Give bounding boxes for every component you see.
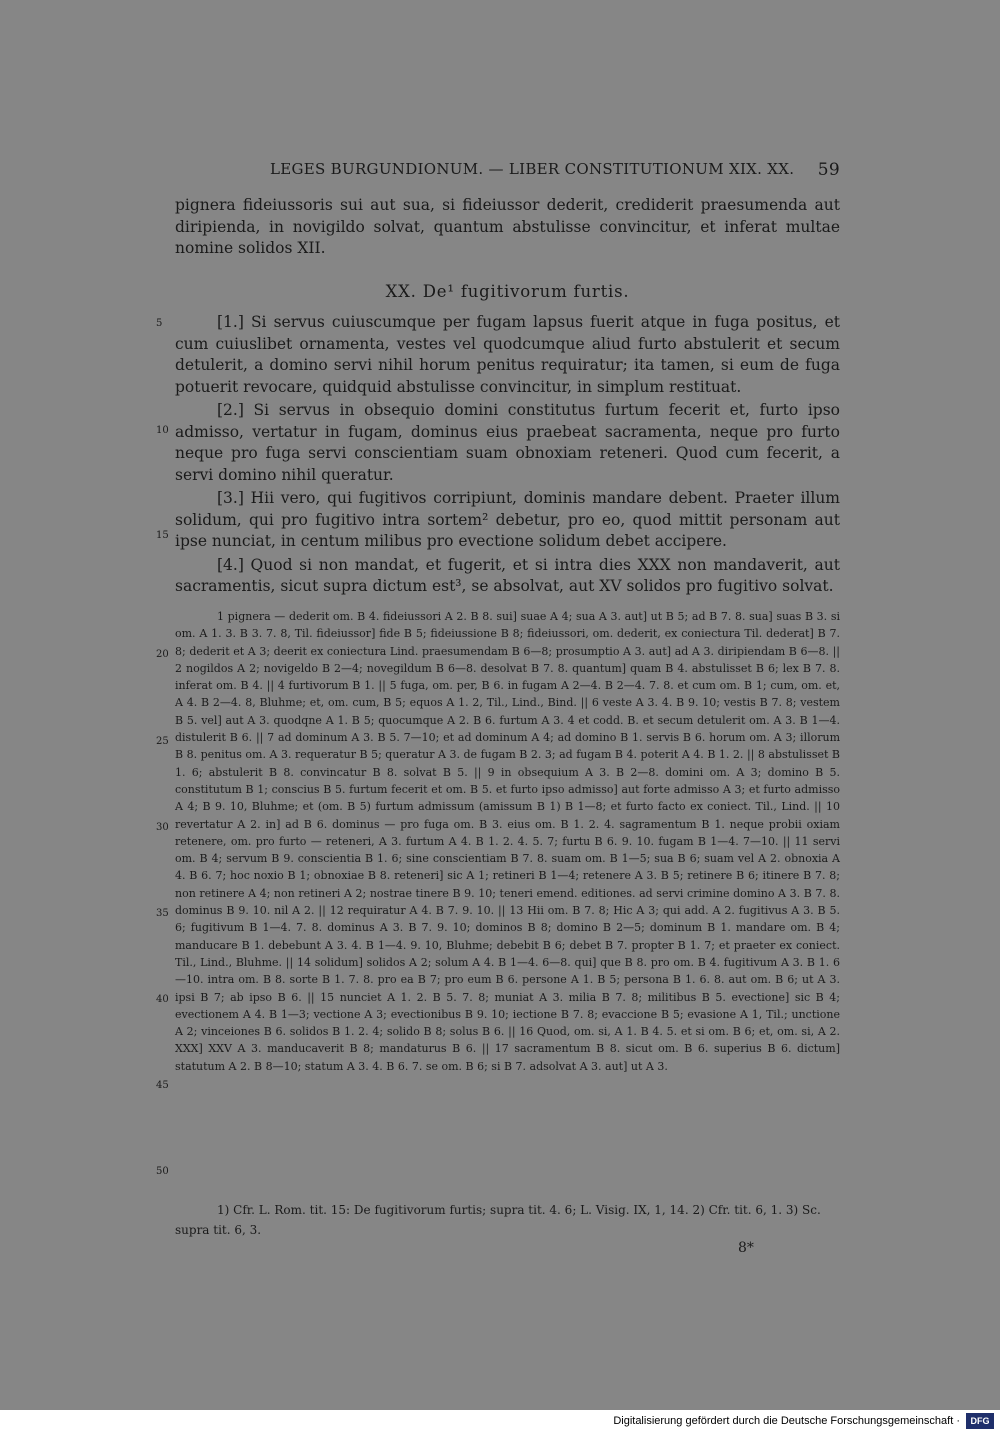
running-header — [270, 160, 840, 178]
paragraph-2: [2.] Si servus in obsequio domini constitutus furtum fecerit et, furto ipso admisso, vertatur in fugam, dominus eius praebeat sacramenta, neque pro furto neque pro fuga servi conscientiam suam obnoxiam reteneri. Quod cum fecerit, a servi domino nihil queratur. — [175, 401, 840, 484]
line-number: 40 — [156, 994, 169, 1005]
line-number: 45 — [156, 1080, 169, 1091]
line-number: 25 — [156, 736, 169, 747]
footnote: 1) Cfr. L. Rom. tit. 15: De fugitivorum furtis; supra tit. 4. 6; L. Visig. IX, 1, 14. 2) Cfr. tit. 6, 1. 3) Sc. supra tit. 6, 3. — [175, 1203, 821, 1237]
line-number: 30 — [156, 822, 169, 833]
critical-apparatus: 1 pignera — dederit om. B 4. fideiussori A 2. B 8. sui] suae A 4; sua A 3. aut] ut B 5; ad B 7. 8. sua] suas B 3. si om. A 1. 3. B 3. 7. 8, Til. fideiussor] fide B 5; fideiussione B 8; fideiussori, om. dederit, ex coniectura Til. dederat] B 7. 8; dederit et A 3; deerit ex coniectura Lind. praesumendam B 6—8; prosumptio A 3. aut] ad A 3. diripiendam B 6—8. || 2 nogildos A 2; novigeldo B 2—4; novegildum B 6—8. desolvat B 7. 8. quantum] quam B 4. abstulisset B 6; lex B 7. 8. inferat om. B 4. || 4 furtivorum B 1. || 5 fuga, om. per, B 6. in fugam A 2—4. B 2—4. 7. 8. et cum om. B 1; cum, om. et, A 4. B 2—4. 8, Bluhme; et, om. cum, B 5; equos A 1. 2, Til., Lind., Bind. || 6 veste A 3. 4. B 9. 10; vestis B 7. 8; vestem B 5. vel] aut A 3. quodqne A 1. B 5; quocumque A 2. B 6. furtum A 3. 4 et codd. B. et secum detulerit om. A 3. B 1—4. distulerit B 6. || 7 ad dominum A 3. B 5. 7—10; et ad dominum A 4; ad domino B 1. servis B 6. horum om. A 3; illorum B 8. penitus om. A 3. requeratur B 5; queratur A 3. de fugam B 2. 3; ad fugam B 4. poterit A 4. B 1. 2. || 8 abstulisset B 1. 6; abstulerit B 8. convincatur B 8. solvat B 5. || 9 in obsequium A 3. B 2—8. domini om. A 3; domino B 5. constitutum B 1; conscius B 5. furtum fecerit et om. B 5. et furto ipso admisso] aut forte admisso A 3; et furto admisso A 4; B 9. 10, Bluhme; et (om. B 5) furtum admissum (amissum B 1) B 1—8; et furto facto ex coniect. Til., Lind. || 10 revertatur A 2. in] ad B 6. dominus — pro fuga om. B 3. eius om. B 1. 2. 4. sagramentum B 1. neque probii oxiam retenere, om. pro furto — reteneri, A 3. furtum A 4. B 1. 2. 4. 5. 7; furtu B 6. 9. 10. fugam B 1—4. 7—10. || 11 servi om. B 4; servum B 9. conscientia B 1. 6; sine conscientiam B 7. 8. suam om. B 1—5; sua B 6; suam vel A 2. obnoxia A 4. B 6. 7; hoc noxio B 1; obnoxiae B 8. reteneri] sic A 1; retineri B 1—4; retenere A 3. B 5; retinere B 6; itinere B 7. 8; non retinere A 4; non retineri A 2; nostrae tinere B 9. 10; teneri emend. editiones. ad servi crimine domino A 3. B 7. 8. dominus B 9. 10. nil A 2. || 12 requiratur A 4. B 7. 9. 10. || 13 Hii om. B 7. 8; Hic A 3; qui add. A 2. fugitivus A 3. B 5. 6; fugitivum B 1—4. 7. 8. dominus A 3. B 7. 9. 10; dominos B 8; domino B 2—5; dominum B 1. mandare om. B 4; manducare B 1. debebunt A 3. 4. B 1—4. 9. 10, Bluhme; debebit B 6; debet B 7. propter B 1. 7; et praeter ex coniect. Til., Lind., Bluhme. || 14 solidum] solidos A 2; solum A 4. B 1—4. 6—8. qui] que B 8. pro om. B 4. fugitivum A 3. B 1. 6—10. intra om. B 8. sorte B 1. 7. 8. pro ea B 7; pro eum B 6. persone A 1. B 5; persona B 1. 6. 8. aut om. B 6; ut A 3. ipsi B 7; ab ipso B 6. || 15 nunciet A 1. 2. B 5. 7. 8; muniat A 3. milia B 7. 8; militibus B 5. evectione] sic B 4; evectionem A 4. B 1—3; vectione A 3; evectionibus B 9. 10; iectione B 7. 8; evaccione B 5; evasione A 1, Til.; unctione A 2; vinceiones B 6. solidos B 1. 2. 4; solido B 8; solus B 6. || 16 Quod, om. si, A 1. B 4. 5. et si om. B 6; et, om. si, A 2. XXX] XXV A 3. manducaverit B 8; mandaturus B 6. || 17 sacramentum B 8. sicut om. B 6. superius B 6. dictum] statutum A 2. B 8—10; statum A 3. 4. B 6. 7. se om. B 6; si B 7. adsolvat A 3. aut] ut A 3. — [175, 610, 840, 1073]
paragraph-1: [1.] Si servus cuiuscumque per fugam lapsus fuerit atque in fuga positus, et cum cuiuslibet ornamenta, vestes vel quodcumque aliud furto abstulerit et secum detulerit, a domino servi nihil horum penitus requiratur; ita tamen, si eum de fuga potuerit revocare, quidquid abstulisse convincitur, in simplum restituat. — [175, 313, 840, 396]
running-title: LEGES BURGUNDIONUM. — LIBER CONSTITUTIONUM XIX. XX. — [270, 160, 795, 178]
dfg-logo-icon: DFG — [966, 1413, 994, 1429]
paragraph-4: [4.] Quod si non mandat, et fugerit, et si intra dies XXX non mandaverit, aut sacramentis, sicut supra dictum est³, se absolvat, aut XV solidos pro fugitivo solvat. — [175, 555, 840, 595]
footnotes — [175, 1200, 840, 1240]
line-number: 15 — [156, 530, 169, 541]
line-number: 20 — [156, 649, 169, 660]
line-number: 10 — [156, 425, 169, 436]
paragraph-3: [3.] Hii vero, qui fugitivos corripiunt, dominis mandare debent. Praeter illum solidum, qui pro fugitivo intra sortem² debetur, pro eo, quod mittit personam aut ipse nunciat, in centum milibus pro evectione solidum debet accipere. — [175, 489, 840, 550]
section-title: XX. De¹ fugitivorum furtis. — [385, 282, 630, 301]
line-number: 5 — [156, 318, 163, 329]
intro-paragraph: pignera fideiussoris sui aut sua, si fideiussor dederit, crediderit praesumenda aut diripienda, in novigildo solvat, quantum abstulisse convincitur, et inferat multae nomine solidos XII. — [175, 196, 840, 257]
line-number: 50 — [156, 1166, 169, 1177]
page-number: 59 — [817, 160, 840, 180]
footer-bar — [0, 1410, 1000, 1434]
line-number: 35 — [156, 908, 169, 919]
signature-mark: 8* — [738, 1240, 754, 1256]
main-text — [175, 312, 840, 600]
footer-credit: Digitalisierung gefördert durch die Deutsche Forschungsgemeinschaft · — [613, 1415, 960, 1427]
